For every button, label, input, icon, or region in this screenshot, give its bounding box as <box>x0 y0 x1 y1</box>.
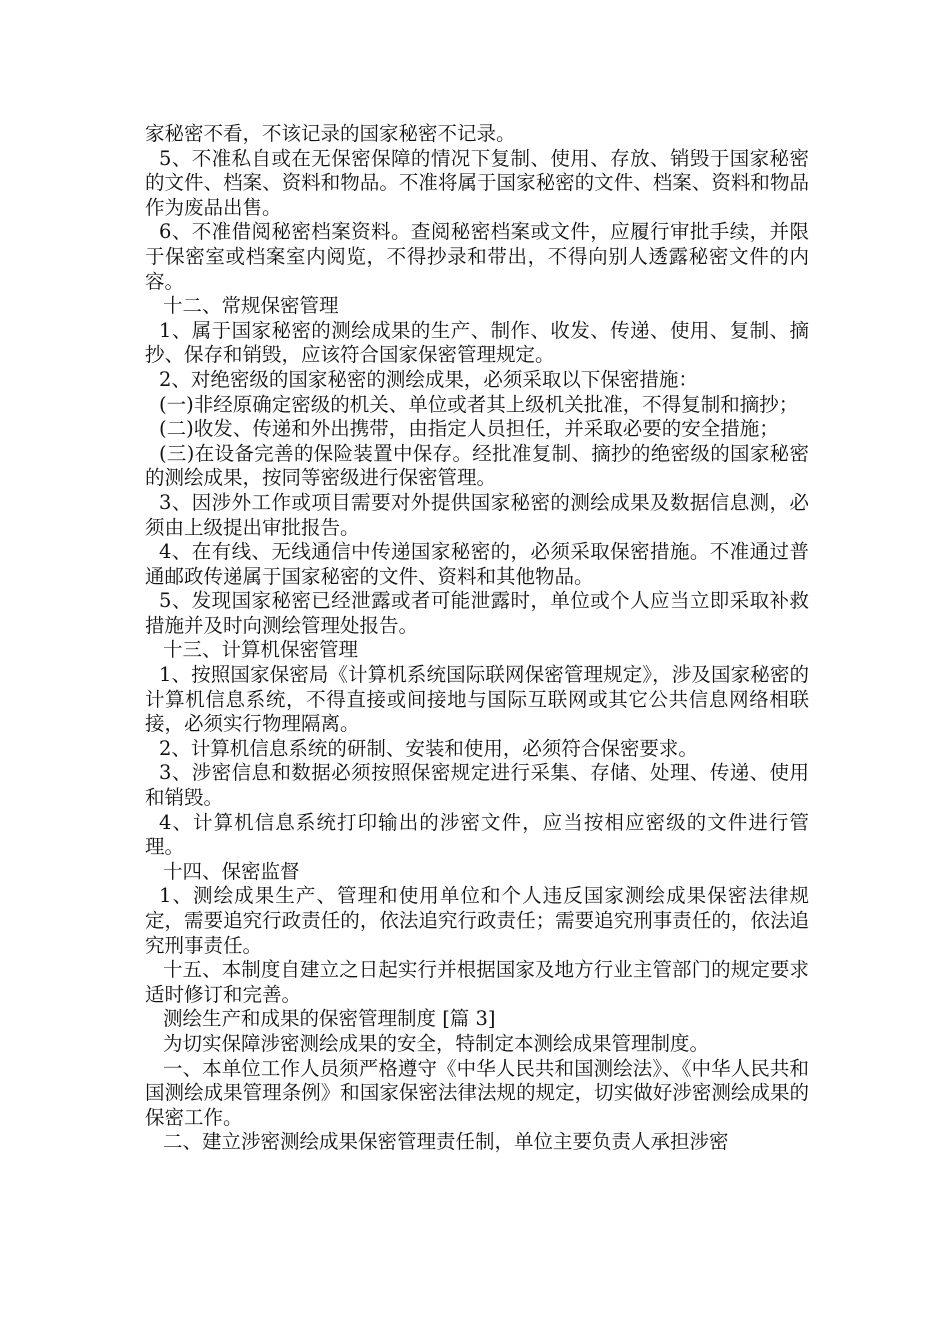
paragraph: 4、在有线、无线通信中传递国家秘密的，必须采取保密措施。不准通过普通邮政传递属于国家秘密的文件、资料和其他物品。 <box>145 540 809 588</box>
paragraph: 3、因涉外工作或项目需要对外提供国家秘密的测绘成果及数据信息测，必须由上级提出审批报告。 <box>145 490 809 539</box>
paragraph: 1、属于国家秘密的测绘成果的生产、制作、收发、传递、使用、复制、摘抄、保存和销毁，应该符合国家保密管理规定。 <box>145 318 809 367</box>
section-heading: 十三、计算机保密管理 <box>163 638 359 662</box>
paragraph: 5、发现国家秘密已经泄露或者可能泄露时，单位或个人应当立即采取补救措施并及时向测绘管理处报告。 <box>145 589 809 637</box>
paragraph: (一)非经原确定密级的机关、单位或者其上级机关批准，不得复制和摘抄； <box>159 392 799 416</box>
paragraph: 2、计算机信息系统的研制、安装和使用，必须符合保密要求。 <box>159 736 698 760</box>
paragraph: 3、涉密信息和数据必须按照保密规定进行采集、存储、处理、传递、使用和销毁。 <box>145 761 809 810</box>
paragraph: 5、不准私自或在无保密保障的情况下复制、使用、存放、销毁于国家秘密的文件、档案、资料和物品。不准将属于国家秘密的文件、档案、资料和物品作为废品出售。 <box>145 146 809 219</box>
paragraph: 6、不准借阅秘密档案资料。查阅秘密档案或文件，应履行审批手续，并限于保密室或档案室内阅览，不得抄录和带出，不得向别人透露秘密文件的内容。 <box>145 220 809 293</box>
section-heading: 十二、常规保密管理 <box>163 294 339 318</box>
article-title: 测绘生产和成果的保密管理制度 [篇 3] <box>163 1007 496 1031</box>
document-body <box>145 122 809 1155</box>
paragraph: (二)收发、传递和外出携带，由指定人员担任，并采取必要的安全措施； <box>159 417 779 441</box>
paragraph: 一、本单位工作人员须严格遵守《中华人民共和国测绘法》、《中华人民共和国测绘成果管理条例》和国家保密法律法规的规定，切实做好涉密测绘成果的保密工作。 <box>145 1056 809 1129</box>
paragraph: 为切实保障涉密测绘成果的安全，特制定本测绘成果管理制度。 <box>163 1031 710 1055</box>
paragraph: 二、建立涉密测绘成果保密管理责任制，单位主要负责人承担涉密 <box>163 1130 729 1154</box>
paragraph: 十五、本制度自建立之日起实行并根据国家及地方行业主管部门的规定要求适时修订和完善。 <box>145 958 809 1006</box>
paragraph: 4、计算机信息系统打印输出的涉密文件，应当按相应密级的文件进行管理。 <box>145 810 809 859</box>
section-heading: 十四、保密监督 <box>163 859 300 883</box>
paragraph: 家秘密不看，不该记录的国家秘密不记录。 <box>145 122 516 145</box>
paragraph: (三)在设备完善的保险装置中保存。经批准复制、摘抄的绝密级的国家秘密的测绘成果，按同等密级进行保密管理。 <box>145 441 809 490</box>
paragraph: 1、测绘成果生产、管理和使用单位和个人违反国家测绘成果保密法律规定，需要追究行政责任的，依法追究行政责任；需要追究刑事责任的，依法追究刑事责任。 <box>145 884 809 957</box>
paragraph: 1、按照国家保密局《计算机系统国际联网保密管理规定》，涉及国家秘密的计算机信息系统，不得直接或间接地与国际互联网或其它公共信息网络相联接，必须实行物理隔离。 <box>145 663 809 736</box>
paragraph: 2、对绝密级的国家秘密的测绘成果，必须采取以下保密措施： <box>159 367 698 391</box>
